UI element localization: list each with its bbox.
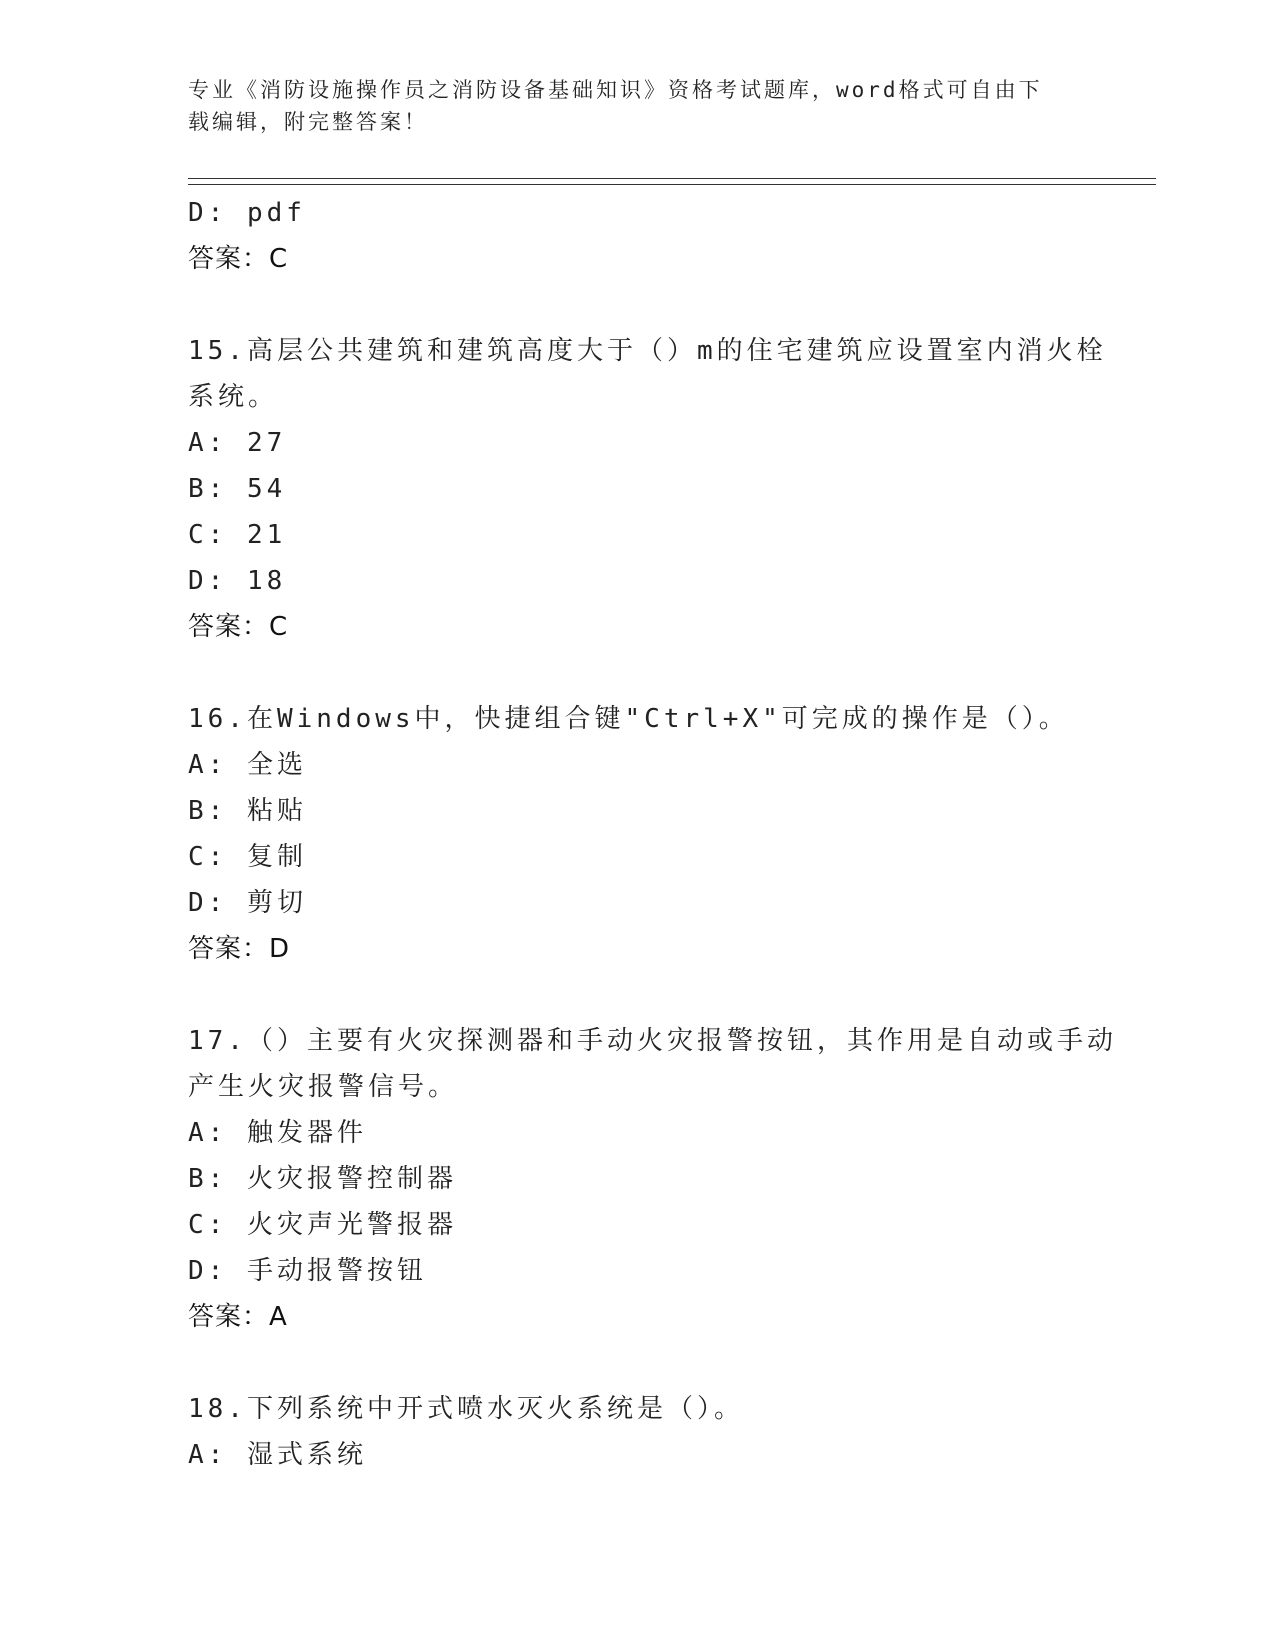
option-b: B: 54 (188, 474, 287, 504)
question-stem: 18.下列系统中开式喷水灭火系统是（）。 (188, 1394, 744, 1424)
option-c: C: 21 (188, 520, 287, 550)
question-18 (188, 1386, 1088, 1478)
question-stem: 16.在Windows中，快捷组合键"Ctrl+X"可完成的操作是（）。 (188, 704, 1069, 734)
question-stem: 15.高层公共建筑和建筑高度大于（）m的住宅建筑应设置室内消火栓 (188, 336, 1107, 366)
option-a: A: 全选 (188, 750, 307, 780)
option-c: C: 复制 (188, 842, 307, 872)
previous-question-tail (188, 190, 1088, 282)
question-stem-continued: 系统。 (188, 382, 279, 412)
option-d: D: 18 (188, 566, 287, 596)
answer-line: 答案：A (188, 1302, 288, 1332)
option-b: B: 粘贴 (188, 796, 307, 826)
option-d: D: pdf (188, 198, 306, 228)
document-header (188, 74, 1068, 138)
answer-line: 答案：C (188, 244, 289, 274)
question-list (188, 190, 1117, 1478)
question-16 (188, 696, 1088, 972)
option-d: D: 剪切 (188, 888, 307, 918)
question-stem-continued: 产生火灾报警信号。 (188, 1072, 459, 1102)
option-d: D: 手动报警按钮 (188, 1256, 427, 1286)
header-divider-bottom (188, 184, 1156, 185)
option-a: A: 27 (188, 428, 287, 458)
answer-line: 答案：D (188, 934, 291, 964)
option-c: C: 火灾声光警报器 (188, 1210, 457, 1240)
option-b: B: 火灾报警控制器 (188, 1164, 457, 1194)
header-line-1: 专业《消防设施操作员之消防设备基础知识》资格考试题库，word格式可自由下 (188, 78, 1043, 102)
option-a: A: 触发器件 (188, 1118, 367, 1148)
question-17 (188, 1018, 1117, 1340)
option-a: A: 湿式系统 (188, 1440, 367, 1470)
question-15 (188, 328, 1107, 650)
question-stem: 17.（）主要有火灾探测器和手动火灾报警按钮，其作用是自动或手动 (188, 1026, 1117, 1056)
header-line-2: 载编辑，附完整答案！ (188, 110, 428, 134)
header-divider-top (188, 178, 1156, 179)
answer-line: 答案：C (188, 612, 289, 642)
